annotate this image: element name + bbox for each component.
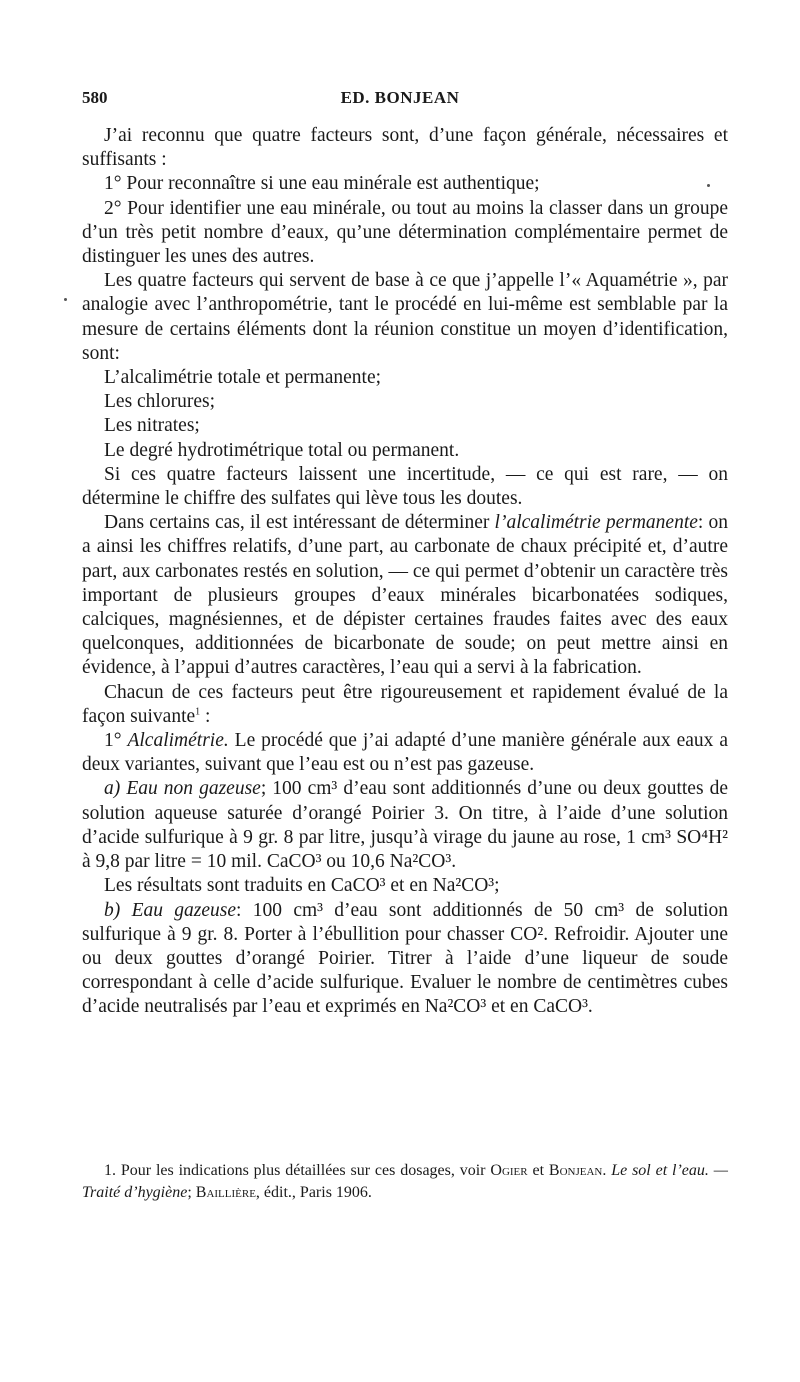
italic-term: l’alcalimétrie permanente (494, 512, 698, 534)
list-item: Les nitrates; (104, 415, 200, 437)
paragraph (82, 681, 728, 729)
text-run: Dans certains cas, il est intéressant de déterminer (104, 512, 495, 534)
book-title: Le sol et l’eau. — Traité d’hygiène (82, 1162, 729, 1201)
footnote-text (82, 1160, 728, 1204)
author-name: Bonjean (548, 1162, 603, 1179)
paragraph: 2° Pour identifier une eau minérale, ou tout au moins la classer dans un groupe d’un très petit nombre d’eaux, qu’une détermination complémentaire permet de distinguer les unes des autres. (82, 197, 728, 268)
paragraph: Les quatre facteurs qui servent de base à ce que j’appelle l’« Aquamétrie », par analogie avec l’anthropométrie, tant le procédé en lui-même est semblable par la mesure de certains éléments dont la réunion constitue un moyen d’identification, sont: (82, 270, 728, 364)
page-header (82, 88, 718, 112)
text-run: ; 100 cm³ d’eau sont additionnés d’une ou deux gouttes de solution aqueuse saturée d’orangé Poirier 3. On titre, à l’aide d’une solution d’acide sulfurique à 9 gr. 8 par litre, jusqu’à virage du jaune au rose, 1 cm³ SO⁴H² à 9,8 par litre = 10 mil. CaCO³ ou 10,6 Na²CO³. (82, 778, 728, 873)
text-run: : 100 cm³ d’eau sont additionnés de 50 cm³ de solution sulfurique à 9 gr. 8. Porter à l’ébullition pour chasser CO². Refroidir. Ajouter une ou deux gouttes d’orangé Poirier. Titrer à l’aide d’une liqueur de soude correspondant à celle d’acide sulfurique. Evaluer le nombre de centimètres cubes d’acide neutralisés par l’eau et exprimés en Na²CO³ et en CaCO³. (82, 899, 728, 1018)
list-item: Les chlorures; (104, 391, 216, 413)
item-label: a) (104, 778, 127, 800)
text-run: . (602, 1162, 612, 1179)
footnote-number: 1. (104, 1162, 116, 1179)
italic-term: Eau gazeuse (131, 899, 237, 921)
paragraph: J’ai reconnu que quatre facteurs sont, d’une façon générale, nécessaires et suffisants : (82, 125, 728, 171)
publisher-name: Baillière (195, 1184, 256, 1201)
text-run: : (200, 705, 211, 727)
paragraph: Si ces quatre facteurs laissent une incertitude, — ce qui est rare, — on détermine le chiffre des sulfates qui lève tous les doutes. (82, 463, 728, 510)
running-title: ED. BONJEAN (340, 88, 460, 107)
paragraph: 1° Pour reconnaître si une eau minérale est authentique; (104, 173, 540, 195)
paragraph (82, 729, 728, 777)
list-item: Le degré hydrotimétrique total ou permanent. (104, 439, 460, 461)
author-name: Ogier (490, 1162, 528, 1179)
paragraph: Les résultats sont traduits en CaCO³ et en Na²CO³; (104, 875, 500, 897)
text-run: Pour les indications plus détaillées sur ces dosages, voir (116, 1162, 491, 1179)
page-number: 580 (82, 88, 108, 107)
list-item: L’alcalimétrie totale et permanente; (104, 367, 382, 389)
print-speck (64, 298, 67, 301)
italic-term: Eau non gazeuse (126, 778, 261, 800)
text-run: Le procédé que j’ai adapté d’une manière générale aux eaux a deux variantes, suivant que l’eau est ou n’est pas gazeuse. (82, 730, 728, 776)
main-text (82, 124, 728, 1020)
text-run: : on a ainsi les chiffres relatifs, d’une part, au carbonate de chaux précipité et, d’autre part, aux carbonates restés en solution, — ce qui permet d’obtenir un caractère très important de plusieurs groupes d’eaux minérales bicarbonatées sodiques, calciques, magnésiennes, et de dépister certaines fraudes faites avec des eaux quelconques, additionnées de bicarbonate de soude; on peut mettre ainsi en évidence, à l’appui d’autres caractères, l’eau qui a servi à la fabrication. (82, 512, 728, 679)
paragraph (82, 899, 728, 1020)
text-run: , édit., Paris 1906. (255, 1184, 372, 1201)
item-label: b) (104, 899, 132, 921)
footnote-ref: 1 (195, 706, 201, 718)
text-run: 1° (104, 730, 128, 752)
paragraph (82, 777, 728, 874)
paragraph (82, 511, 728, 680)
text-run: et (527, 1162, 549, 1179)
italic-term: Alcalimétrie. (127, 730, 229, 752)
footnote (82, 1160, 728, 1204)
text-run: Chacun de ces facteurs peut être rigoureusement et rapidement évalué de la façon suivante (82, 681, 728, 727)
text-run: ; (187, 1184, 196, 1201)
